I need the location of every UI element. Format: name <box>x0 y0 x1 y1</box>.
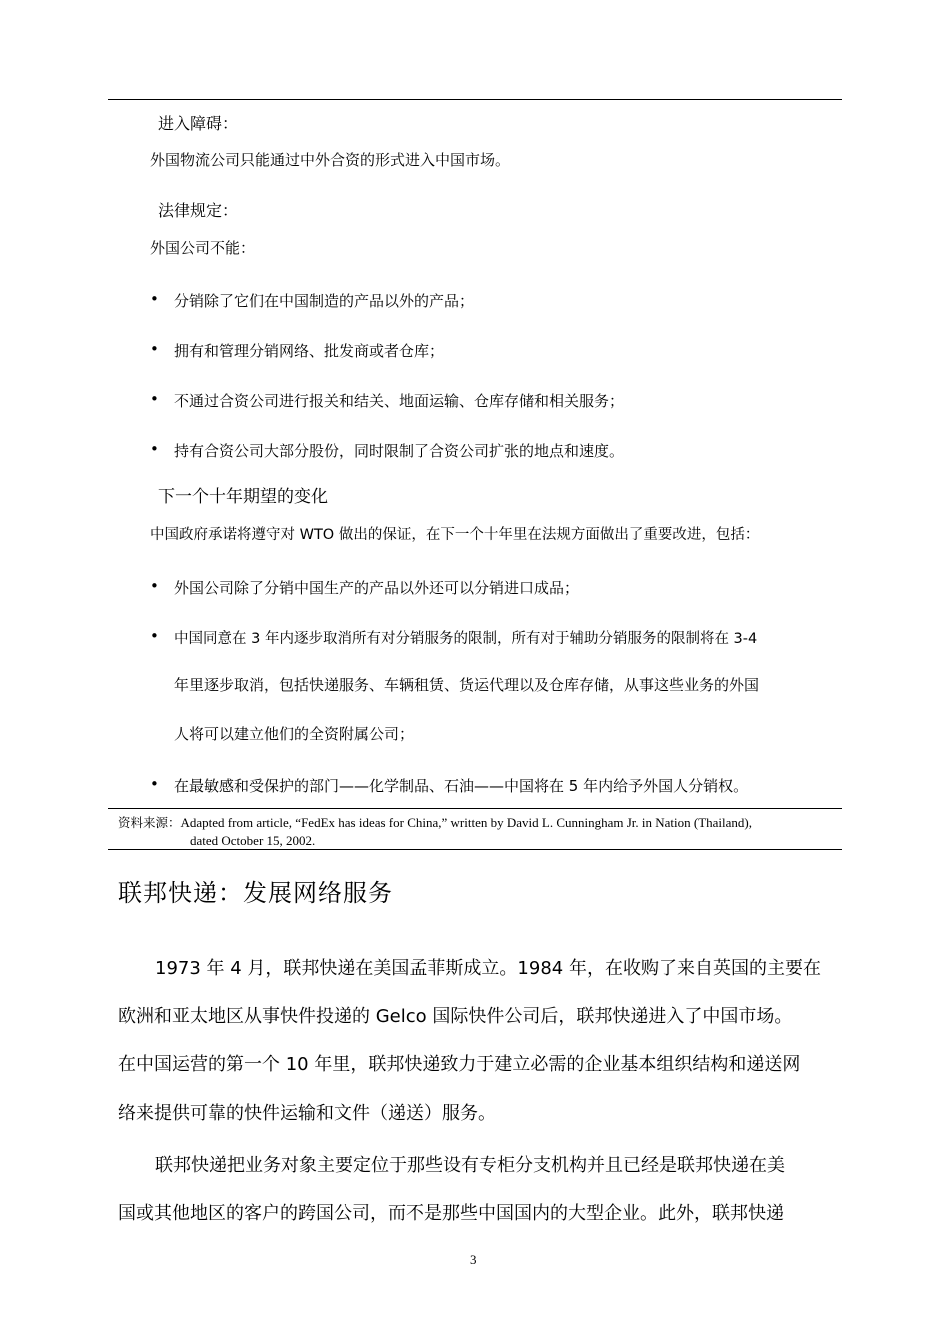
source-label: 资料来源： <box>118 815 181 830</box>
source-citation: Adapted from article, “FedEx has ideas for China,” written by David L. Cunningham Jr. in Nation (Thailand), <box>180 815 753 830</box>
change-bullet-2-line-2: 年里逐步取消，包括快递服务、车辆租赁、货运代理以及仓库存储，从事这些业务的外国 <box>174 676 760 694</box>
change-bullet-2-line-1: 中国同意在 3 年内逐步取消所有对分销服务的限制，所有对于辅助分销服务的限制将在 3-4 <box>174 631 758 647</box>
section-heading: 联邦快递：发展网络服务 <box>118 879 393 907</box>
legal-intro: 外国公司不能： <box>150 239 256 257</box>
change-heading: 下一个十年期望的变化 <box>158 487 328 507</box>
bullet-icon: • <box>150 390 159 408</box>
para1-line-1: 1973 年 4 月，联邦快递在美国孟菲斯成立。1984 年，在收购了来自英国的主要在 <box>155 958 821 979</box>
bullet-icon: • <box>150 577 159 595</box>
para1-line-2: 欧洲和亚太地区从事快件投递的 Gelco 国际快件公司后，联邦快递进入了中国市场。 <box>118 1006 793 1027</box>
para2-line-1: 联邦快递把业务对象主要定位于那些设有专柜分支机构并且已经是联邦快递在美 <box>155 1155 785 1176</box>
bullet-icon: • <box>150 775 159 793</box>
legal-heading: 法律规定： <box>158 201 239 220</box>
source-top-rule <box>108 808 842 809</box>
change-intro: 中国政府承诺将遵守对 WTO 做出的保证，在下一个十年里在法规方面做出了重要改进，包括： <box>150 527 760 543</box>
source-line-1 <box>118 813 752 831</box>
bullet-icon: • <box>150 440 159 458</box>
legal-bullet-4: 持有合资公司大部分股份，同时限制了合资公司扩张的地点和速度。 <box>174 442 625 460</box>
box-top-rule <box>108 99 842 100</box>
change-bullet-3: 在最敏感和受保护的部门——化学制品、石油——中国将在 5 年内给予外国人分销权。 <box>174 777 749 795</box>
source-bottom-rule <box>108 849 842 850</box>
legal-bullet-1: 分销除了它们在中国制造的产品以外的产品； <box>174 292 475 310</box>
barrier-heading: 进入障碍： <box>158 114 239 133</box>
change-bullet-1: 外国公司除了分销中国生产的产品以外还可以分销进口成品； <box>174 579 580 597</box>
barrier-text: 外国物流公司只能通过中外合资的形式进入中国市场。 <box>150 151 511 169</box>
bullet-icon: • <box>150 290 159 308</box>
para2-line-2: 国或其他地区的客户的跨国公司，而不是那些中国国内的大型企业。此外，联邦快递 <box>118 1203 784 1224</box>
change-bullet-2-line-3: 人将可以建立他们的全资附属公司； <box>174 725 415 743</box>
legal-bullet-2: 拥有和管理分销网络、批发商或者仓库； <box>174 342 445 360</box>
legal-bullet-3: 不通过合资公司进行报关和结关、地面运输、仓库存储和相关服务； <box>174 392 625 410</box>
bullet-icon: • <box>150 627 159 645</box>
source-line-2: dated October 15, 2002. <box>190 833 316 848</box>
para1-line-3: 在中国运营的第一个 10 年里，联邦快递致力于建立必需的企业基本组织结构和递送网 <box>118 1054 801 1075</box>
bullet-icon: • <box>150 340 159 358</box>
page-number: 3 <box>470 1252 477 1267</box>
para1-line-4: 络来提供可靠的快件运输和文件（递送）服务。 <box>118 1103 496 1124</box>
